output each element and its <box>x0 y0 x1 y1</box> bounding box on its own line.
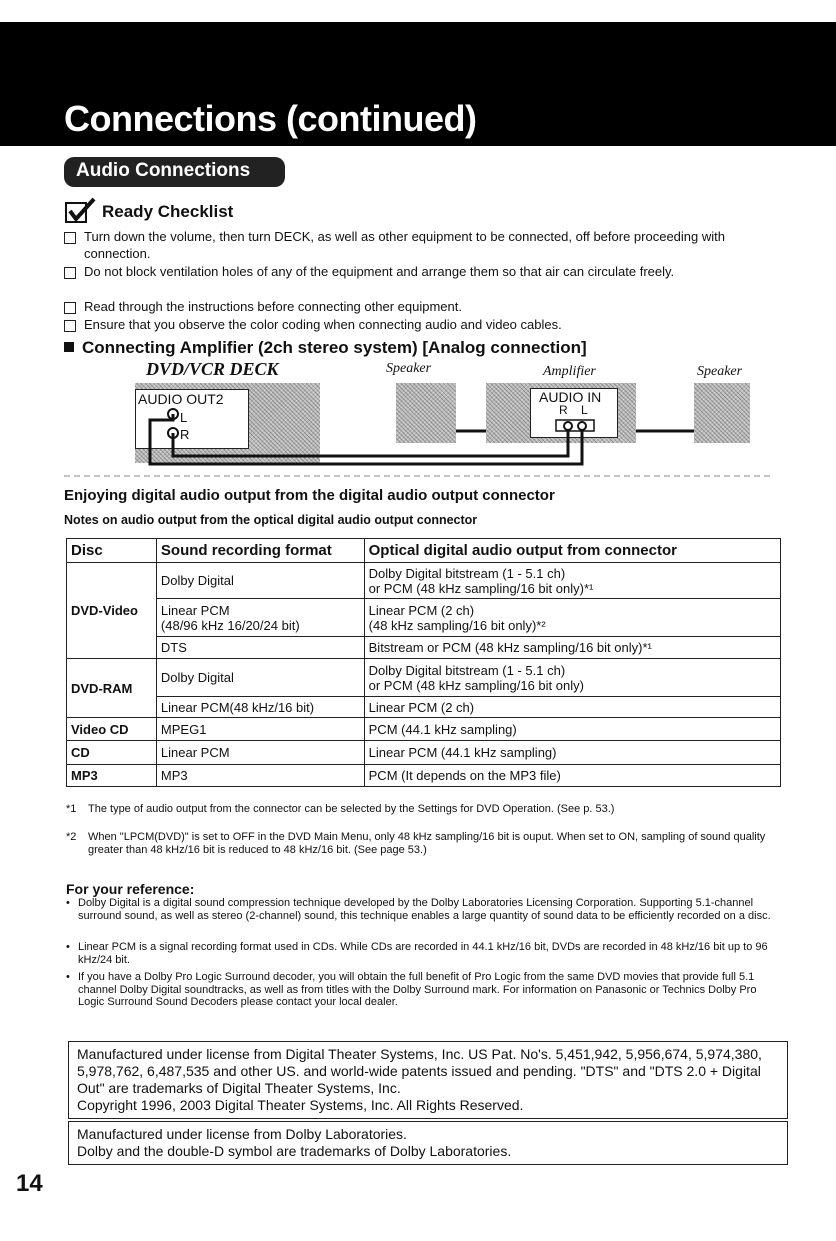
deck-label: DVD/VCR DECK <box>146 359 279 379</box>
checklist-item <box>64 263 764 280</box>
reference-bullet: • Linear PCM is a signal recording format used in CDs. While CDs are recorded in 44.1 kHz/16 bit, DVDs are recorded in 48 kHz/16 bit up to 96 kHz/24 bit. <box>66 941 768 966</box>
disc-cell: DVD-RAM <box>67 659 157 718</box>
format-cell: MPEG1 <box>156 718 364 741</box>
output-cell: Dolby Digital bitstream (1 - 5.1 ch) or PCM (48 kHz sampling/16 bit only) <box>364 659 780 697</box>
format-cell: Dolby Digital <box>156 563 364 599</box>
table-row <box>67 637 781 659</box>
notes-heading: Notes on audio output from the optical digital audio output connector <box>64 513 478 527</box>
dts-license-box <box>68 1041 788 1119</box>
amplifier-section-title: Connecting Amplifier (2ch stereo system) [Analog connection] <box>64 338 587 358</box>
dolby-license-box <box>68 1121 788 1165</box>
table-header-row <box>67 539 781 563</box>
table-row <box>67 765 781 787</box>
footnote: *1 The type of audio output from the connector can be selected by the Settings for DVD Operation. (See p. 53.) <box>66 803 615 815</box>
format-cell: Dolby Digital <box>156 659 364 697</box>
table-row <box>67 659 781 697</box>
checklist-item <box>64 298 764 315</box>
checklist-item <box>64 316 764 333</box>
table-row <box>67 697 781 718</box>
disc-cell: CD <box>67 741 157 765</box>
out-r-label: R <box>180 427 190 442</box>
audio-output-table <box>66 538 781 787</box>
disc-cell: MP3 <box>67 765 157 787</box>
format-cell: DTS <box>156 637 364 659</box>
checkbox-icon <box>64 267 76 279</box>
table-row <box>67 599 781 637</box>
format-cell: Linear PCM <box>156 741 364 765</box>
speaker-right-label: Speaker <box>697 364 743 379</box>
table-row <box>67 563 781 599</box>
header-output: Optical digital audio output from connector <box>364 539 780 563</box>
dts-license-text: Manufactured under license from Digital Theater Systems, Inc. US Pat. No's. 5,451,942, 5,956,674, 5,974,380, 5,978,762, 6,487,535 and other US. and world-wide patents issued and pending. "DTS" and "DTS 2.0 + Digital Out" are trademarks of Digital Theater Systems, Inc. <box>77 1046 762 1096</box>
digital-output-heading: Enjoying digital audio output from the digital audio output connector <box>64 487 555 504</box>
output-cell: Linear PCM (44.1 kHz sampling) <box>364 741 780 765</box>
format-cell: MP3 <box>156 765 364 787</box>
checkbox-icon <box>64 302 76 314</box>
audio-in-label: AUDIO IN <box>539 389 602 405</box>
reference-bullet: • Dolby Digital is a digital sound compression technique developed by the Dolby Laboratories Licensing Corporation. Supporting 5.1-channel surround sound, as well as stereo (2-channel) sound, this technique enables a large quantity of sound data to be efficiently recorded on a disc. <box>66 897 771 922</box>
disc-cell: DVD-Video <box>67 563 157 659</box>
checkbox-icon <box>64 232 76 244</box>
square-bullet-icon <box>64 342 74 352</box>
reference-heading: For your reference: <box>66 881 195 897</box>
dts-copyright-text: Copyright 1996, 2003 Digital Theater Systems, Inc. All Rights Reserved. <box>77 1097 524 1113</box>
output-cell: Linear PCM (2 ch) <box>364 697 780 718</box>
in-lr-label: R L <box>559 403 588 417</box>
reference-bullet: • If you have a Dolby Pro Logic Surround decoder, you will obtain the full benefit of Pro Logic from the same DVD movies that provide full 5.1 channel Dolby Digital soundtracks, as well as from titles with the Dolby Surround mark. For information on Panasonic or Technics Dolby Pro Logic Surround Sound Decoders please contact your local dealer. <box>66 971 757 1008</box>
page-title: Connections (continued) <box>64 98 477 139</box>
connection-wires <box>0 380 836 480</box>
header-format: Sound recording format <box>156 539 364 563</box>
checklist-item-text: Turn down the volume, then turn DECK, as well as other equipment to be connected, off before proceeding with connection. <box>84 229 725 261</box>
section-badge-label: Audio Connections <box>76 160 251 181</box>
checkbox-check-icon <box>64 197 98 225</box>
checkbox-icon <box>64 320 76 332</box>
checklist-item-text: Ensure that you observe the color coding when connecting audio and video cables. <box>84 317 562 332</box>
output-cell: Dolby Digital bitstream (1 - 5.1 ch) or PCM (48 kHz sampling/16 bit only)*¹ <box>364 563 780 599</box>
output-cell: Linear PCM (2 ch) (48 kHz sampling/16 bit only)*² <box>364 599 780 637</box>
dolby-license-text: Manufactured under license from Dolby Laboratories. <box>77 1126 407 1142</box>
checklist-item-text: Read through the instructions before connecting other equipment. <box>84 299 462 314</box>
disc-cell: Video CD <box>67 718 157 741</box>
amplifier-label: Amplifier <box>543 364 596 379</box>
output-cell: PCM (44.1 kHz sampling) <box>364 718 780 741</box>
speaker-left-label: Speaker <box>386 361 432 376</box>
checklist-title: Ready Checklist <box>102 202 234 221</box>
section-badge <box>64 157 285 187</box>
dolby-trademark-text: Dolby and the double-D symbol are trademarks of Dolby Laboratories. <box>77 1143 512 1159</box>
audio-out-label: AUDIO OUT2 <box>138 391 224 407</box>
format-cell: Linear PCM (48/96 kHz 16/20/24 bit) <box>156 599 364 637</box>
header-disc: Disc <box>67 539 157 563</box>
output-cell: PCM (It depends on the MP3 file) <box>364 765 780 787</box>
page-number: 14 <box>16 1170 43 1197</box>
out-l-label: L <box>180 410 188 425</box>
footnote: *2 When "LPCM(DVD)" is set to OFF in the DVD Main Menu, only 48 kHz sampling/16 bit is ouput. When set to ON, sampling of sound quality greater than 48 kHz/16 bit is reduced to 48 kHz/16 bit. (See page 53.) <box>66 831 766 856</box>
page-header <box>0 22 836 146</box>
checklist-item <box>64 228 764 262</box>
format-cell: Linear PCM(48 kHz/16 bit) <box>156 697 364 718</box>
table-row <box>67 741 781 765</box>
checklist-item-text: Do not block ventilation holes of any of the equipment and arrange them so that air can circulate freely. <box>84 264 675 279</box>
table-row <box>67 718 781 741</box>
output-cell: Bitstream or PCM (48 kHz sampling/16 bit only)*¹ <box>364 637 780 659</box>
